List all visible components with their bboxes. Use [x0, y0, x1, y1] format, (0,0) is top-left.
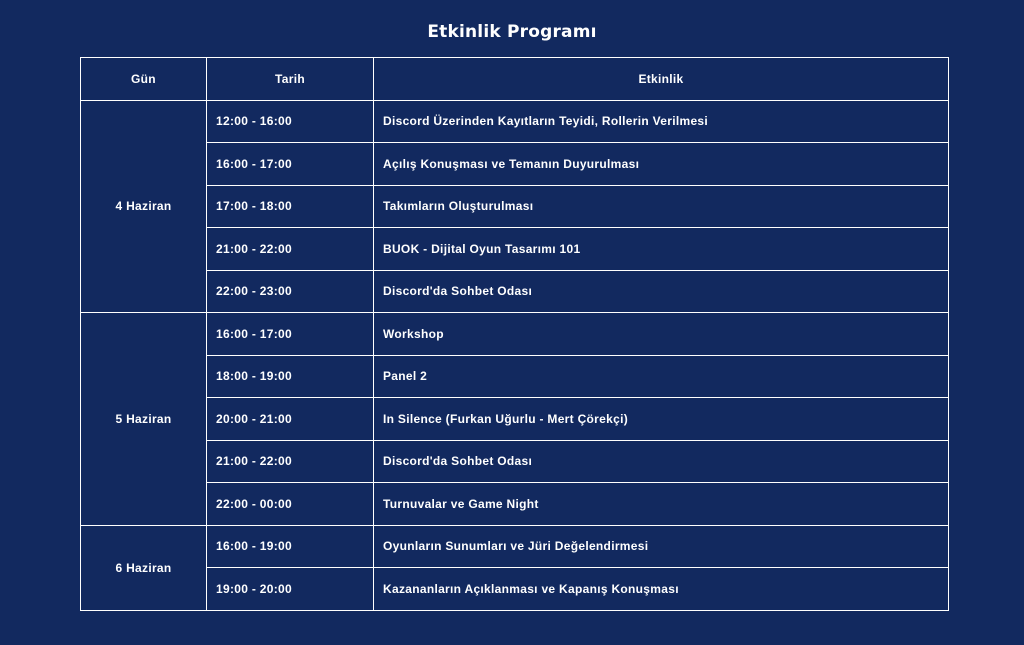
- header-day: Gün: [81, 58, 207, 101]
- page-title: Etkinlik Programı: [427, 22, 597, 42]
- time-cell: 21:00 - 22:00: [207, 440, 374, 483]
- time-cell: 16:00 - 17:00: [207, 143, 374, 186]
- time-cell: 22:00 - 23:00: [207, 270, 374, 313]
- time-cell: 17:00 - 18:00: [207, 185, 374, 228]
- day-cell: 4 Haziran: [81, 100, 207, 313]
- table-row: [81, 440, 949, 483]
- table-row: [81, 270, 949, 313]
- schedule-table: [80, 57, 949, 611]
- table-row: [81, 483, 949, 526]
- table-row: [81, 143, 949, 186]
- table-row: [81, 185, 949, 228]
- header-date: Tarih: [207, 58, 374, 101]
- event-cell: Discord Üzerinden Kayıtların Teyidi, Rollerin Verilmesi: [374, 100, 949, 143]
- event-cell: In Silence (Furkan Uğurlu - Mert Çörekçi): [374, 398, 949, 441]
- table-row: [81, 355, 949, 398]
- event-cell: Workshop: [374, 313, 949, 356]
- event-cell: Discord'da Sohbet Odası: [374, 440, 949, 483]
- day-cell: 6 Haziran: [81, 525, 207, 610]
- table-row: [81, 313, 949, 356]
- time-cell: 16:00 - 19:00: [207, 525, 374, 568]
- table-row: [81, 568, 949, 611]
- event-cell: Discord'da Sohbet Odası: [374, 270, 949, 313]
- event-cell: Turnuvalar ve Game Night: [374, 483, 949, 526]
- header-row: [81, 58, 949, 101]
- table-row: [81, 525, 949, 568]
- time-cell: 19:00 - 20:00: [207, 568, 374, 611]
- time-cell: 20:00 - 21:00: [207, 398, 374, 441]
- day-cell: 5 Haziran: [81, 313, 207, 526]
- event-cell: Açılış Konuşması ve Temanın Duyurulması: [374, 143, 949, 186]
- table-row: [81, 228, 949, 271]
- event-cell: BUOK - Dijital Oyun Tasarımı 101: [374, 228, 949, 271]
- time-cell: 18:00 - 19:00: [207, 355, 374, 398]
- event-cell: Panel 2: [374, 355, 949, 398]
- event-cell: Kazananların Açıklanması ve Kapanış Konuşması: [374, 568, 949, 611]
- table-row: [81, 398, 949, 441]
- table-row: [81, 100, 949, 143]
- event-cell: Oyunların Sunumları ve Jüri Değelendirmesi: [374, 525, 949, 568]
- header-event: Etkinlik: [374, 58, 949, 101]
- time-cell: 16:00 - 17:00: [207, 313, 374, 356]
- event-cell: Takımların Oluşturulması: [374, 185, 949, 228]
- time-cell: 12:00 - 16:00: [207, 100, 374, 143]
- time-cell: 21:00 - 22:00: [207, 228, 374, 271]
- time-cell: 22:00 - 00:00: [207, 483, 374, 526]
